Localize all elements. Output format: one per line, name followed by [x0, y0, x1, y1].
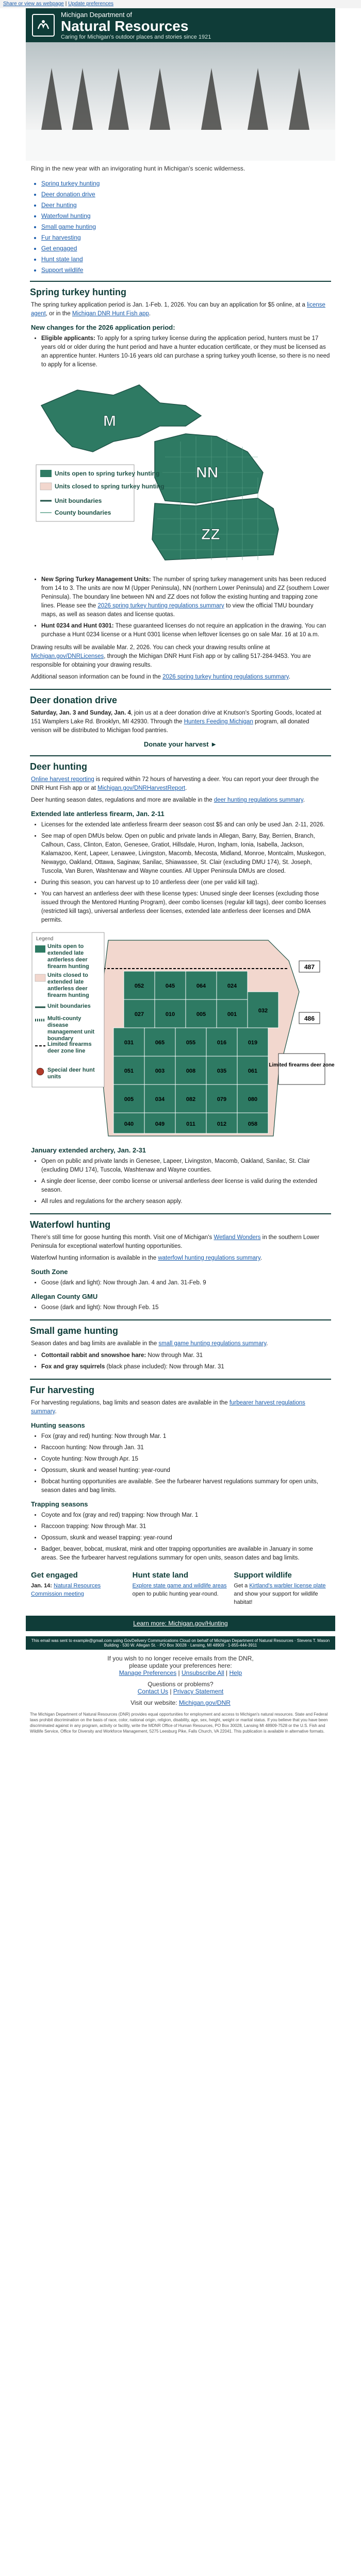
footer-col-text: Explore state game and wildlife areas open to public hunting year-round.: [132, 1583, 227, 1597]
fur-section-title: Fur harvesting: [30, 1379, 331, 1396]
toc-link[interactable]: • Support wildlife: [41, 266, 335, 274]
south-zone-title: South Zone: [31, 1268, 68, 1276]
footer-columns: [26, 1567, 335, 1611]
turkey-drawing-text: Drawing results will be available Mar. 2, 2026. You can check your drawing results online at Michigan.gov/DNRLicenses, through the Michigan DNR Hunt Fish app or by calling 517-284-9453. You are responsible for obtaining your drawing results.: [31, 645, 311, 668]
list-item: • Fox and gray squirrels (black phase included): Now through Mar. 31: [41, 1363, 330, 1371]
hunt-fish-app-link[interactable]: Michigan DNR Hunt Fish app: [72, 311, 149, 317]
top-bar: Share or view as webpage | Update preferences: [0, 0, 361, 8]
harvest-report-url-link[interactable]: Michigan.gov/DNRHarvestReport: [97, 785, 186, 791]
zone-label: Limited firearms deer zone: [269, 1062, 335, 1068]
zone-label-box: [278, 1054, 325, 1084]
legend-item: Units open to spring turkey hunting: [55, 470, 160, 477]
donate-harvest-button[interactable]: Donate your harvest ►: [143, 740, 218, 748]
fur-text: For harvesting regulations, bag limits and season dates are available in the furbearer harvest regulations summary.: [31, 1400, 305, 1415]
header-small: Michigan Department of: [61, 10, 133, 19]
list-item: • Badger, beaver, bobcat, muskrat, mink and otter trapping opportunities are available in January in some areas. See the furbearer harvest regulations summary for open units, season dates and bag limits.: [41, 1545, 330, 1563]
list-item: • All rules and regulations for the archery season apply.: [41, 1197, 330, 1206]
unit-label: 082: [186, 1096, 196, 1103]
unit-label: 080: [248, 1096, 258, 1103]
list-item: • Open on public and private lands in Genesee, Lapeer, Livingston, Macomb, Oakland, Sanilac, St. Clair (excluding DMU 174), Tuscola, Washtenaw and Wayne counties.: [41, 1157, 330, 1175]
unit-label: 012: [217, 1121, 227, 1127]
small-game-text: Season dates and bag limits are available in the small game hunting regulations summary.: [31, 1341, 268, 1347]
donation-section-title: Deer donation drive: [30, 689, 331, 706]
list-item: • Raccoon trapping: Now through Mar. 31: [41, 1522, 330, 1531]
bottom-preferences: If you wish to no longer receive emails from the DNR, please update your preferences here: Manage Preferences | Unsubscribe All | Help Questions or problems? Contact Us | Privacy Statement Visit our website: Michigan.gov/DNR: [107, 1655, 254, 1706]
turkey-intro: The spring turkey application period is Jan. 1-Feb. 1, 2026. You can buy an application for $5 online, at a license agent, or in the Michigan DNR Hunt Fish app.: [31, 302, 325, 317]
learn-more-banner[interactable]: Learn more: Michigan.gov/Hunting: [26, 1616, 335, 1631]
footer-col-text: Get a Kirtland's warbler license plate and show your support for wildlife habitat!: [234, 1583, 326, 1605]
share-link[interactable]: Share or view as webpage: [3, 1, 64, 7]
unit-label: 016: [217, 1040, 227, 1046]
toc-link[interactable]: • Deer donation drive: [41, 191, 335, 198]
list-item: • You can harvest an antlerless deer with these license types: Unused single deer licenses (excluding those issued through the Mentored Hunting Program), deer combo licenses (regular kill tags), deer combo licenses (restricted kill tags), universal antlerless deer licenses, extended late antlerless deer licenses and DMA permits.: [41, 890, 330, 925]
unit-label: 005: [124, 1096, 134, 1103]
list-item: • Opossum, skunk and weasel hunting: year-round: [41, 1466, 330, 1475]
legend-item: County boundaries: [55, 509, 111, 516]
unit-label: 027: [134, 1011, 144, 1018]
waterfowl-info: Waterfowl hunting information is available in the waterfowl hunting regulations summary.: [31, 1255, 262, 1261]
header-banner: [26, 8, 335, 42]
unit-label: 049: [155, 1121, 165, 1127]
unit-label: 040: [124, 1121, 134, 1127]
dmu-tag-label: 486: [304, 1015, 315, 1022]
license-agent-link[interactable]: license agent: [31, 302, 325, 317]
list-item: • Raccoon hunting: Now through Jan. 31: [41, 1444, 330, 1452]
list-item: • Coyote hunting: Now through Apr. 15: [41, 1455, 330, 1464]
list-item: • Cottontail rabbit and snowshoe hare: Now through Mar. 31: [41, 1351, 330, 1360]
archery-list: [41, 1157, 330, 1206]
south-zone-list: [41, 1279, 330, 1287]
legal-bar: This email was sent to example@gmail.com using GovDelivery Communications Cloud on behalf of Michigan Department of Natural Resources · Stevens T. Mason Building · 530 W. Allegan St. · PO Box 30028 · Lansing, MI 48909 · 1-855-444-3911: [26, 1636, 335, 1650]
deer-report-text: Online harvest reporting is required within 72 hours of harvesting a deer. You can report your deer through the DNR Hunt Fish app or at Michigan.gov/DNRHarvestReport.: [31, 776, 319, 791]
footer-col-title: Hunt state land: [132, 1571, 189, 1580]
deer-dmu-map: [31, 930, 335, 1141]
archery-title: January extended archery, Jan. 2-31: [31, 1146, 146, 1154]
legend-item: Special deer hunt units: [47, 1067, 95, 1080]
turkey-regs-link-2[interactable]: 2026 spring turkey hunting regulations summary: [162, 674, 289, 680]
donation-text: Saturday, Jan. 3 and Sunday, Jan. 4, join us at a deer donation drive at Knutson's Sporting Goods, located at 151 Wamplers Lake Rd. Brooklyn, MI 42930. Through the Hunters Feeding Michigan program, all donated venison will be distributed to Michigan food pantries.: [31, 710, 322, 734]
footer-col-title: Get engaged: [31, 1571, 78, 1580]
unit-label: 031: [124, 1040, 134, 1046]
small-game-section-title: Small game hunting: [30, 1319, 331, 1336]
unit-label: 011: [186, 1121, 195, 1127]
turkey-more-list: [41, 575, 330, 639]
toc-link[interactable]: • Spring turkey hunting: [41, 180, 335, 187]
turkey-unit-map: [31, 375, 330, 570]
deer-regs-link[interactable]: deer hunting regulations summary: [214, 797, 303, 803]
list-item: • Opossum, skunk and weasel trapping: year-round: [41, 1534, 330, 1543]
list-item: • A single deer license, deer combo license or universal antlerless deer license is valid during the extended season.: [41, 1177, 330, 1195]
fur-hunting-list: [41, 1432, 330, 1495]
update-preferences-link[interactable]: Update preferences: [68, 1, 114, 7]
toc-link[interactable]: • Get engaged: [41, 245, 335, 252]
dnr-logo-icon: [32, 14, 55, 37]
turkey-changes-title: New changes for the 2026 application period:: [31, 324, 175, 331]
header-text: [61, 11, 211, 40]
unit-label: 034: [155, 1096, 165, 1103]
privacy-link[interactable]: Privacy Statement: [173, 1688, 224, 1695]
unit-label: 079: [217, 1096, 227, 1103]
footer-col-engaged: [31, 1571, 127, 1606]
extended-firearm-title: Extended late antlerless firearm, Jan. 2-11: [31, 810, 165, 818]
legend-item: Multi-county disease management unit boundary: [47, 1015, 95, 1042]
list-item: • Hunt 0234 and Hunt 0301: These guaranteed licenses do not require an application in the drawing. You can purchase a Hunt 0234 license or a Hunt 0301 license when leftover licenses go on sale Mar. 16 at 10 a.m.: [41, 622, 330, 639]
toc-link[interactable]: • Waterfowl hunting: [41, 212, 335, 219]
unsubscribe-link[interactable]: Unsubscribe All: [182, 1669, 224, 1676]
unit-label: 035: [217, 1068, 227, 1074]
unit-label: 051: [124, 1068, 134, 1074]
toc-link[interactable]: • Deer hunting: [41, 201, 335, 209]
legend-item: Units closed to extended late antlerless deer firearm hunting: [47, 972, 89, 998]
unit-label: 008: [186, 1068, 196, 1074]
small-game-regs-link[interactable]: small game hunting regulations summary: [158, 1341, 267, 1347]
nrc-meeting-link[interactable]: Natural Resources Commission meeting: [31, 1583, 101, 1597]
hero-caption: Ring in the new year with an invigorating hunt in Michigan's scenic wilderness.: [31, 165, 245, 172]
license-plate-link[interactable]: Kirtland's warbler license plate: [249, 1583, 326, 1589]
list-item: • Coyote and fox (gray and red) trapping: Now through Mar. 1: [41, 1511, 330, 1520]
furbearer-regs-link[interactable]: furbearer harvest regulations summary: [31, 1400, 305, 1415]
m-unit-label: M: [103, 413, 116, 430]
unit-label: 052: [134, 983, 144, 989]
footer-col-text: Jan. 14: Natural Resources Commission meeting: [31, 1583, 101, 1597]
legend-item: Units open to extended late antlerless deer firearm hunting: [47, 943, 89, 970]
turkey-section-title: Spring turkey hunting: [30, 281, 331, 298]
contact-us-link[interactable]: Contact Us: [137, 1688, 169, 1695]
game-areas-link[interactable]: Explore state game and wildlife areas: [132, 1583, 227, 1589]
help-link[interactable]: Help: [229, 1669, 242, 1676]
turkey-season-text: Additional season information can be found in the 2026 spring turkey hunting regulations summary.: [31, 674, 290, 680]
unit-label: 064: [196, 983, 206, 989]
manage-preferences-link[interactable]: Manage Preferences: [119, 1669, 177, 1676]
list-item: • Fox (gray and red) hunting: Now through Mar. 1: [41, 1432, 330, 1441]
unit-label: 005: [196, 1011, 206, 1018]
small-game-list: [41, 1351, 330, 1371]
unit-label: 065: [155, 1040, 165, 1046]
wetland-wonders-link[interactable]: Wetland Wonders: [214, 1234, 261, 1241]
table-of-contents: [41, 180, 335, 274]
list-item: • New Spring Turkey Management Units: The number of spring turkey management units has been reduced from 14 to 3. The units are now M (Upper Peninsula), NN (northern Lower Peninsula) and ZZ (southern Lower Peninsula). The boundary line between NN and ZZ does not follow the existing hunting and trapping zone lines. Please see the 2026 spring turkey hunting regulations summary to view the official TMU boundary maps, as well as season dates and license quotas.: [41, 575, 330, 619]
unit-label: 032: [258, 1008, 268, 1014]
turkey-changes-list: [41, 334, 330, 369]
list-item: • See map of open DMUs below. Open on public and private lands in Allegan, Barry, Bay, Berrien, Branch, Calhoun, Cass, Clinton, Eaton, Genesee, Gratiot, Hillsdale, Huron, Ingham, Ionia, Isabella, Jackson, Kalamazoo, Kent, Lapeer, Lenawee, Livingston, Macomb, Mecosta, Midland, Monroe, Montcalm, Muskegon, Newaygo, Oakland, Ottawa, Saginaw, Sanilac, Shiawassee, St. Clair (excluding DMU 174), St. Joseph, Tuscola, Van Buren, Washtenaw and Wayne counties. All Upper Peninsula DMUs are closed.: [41, 832, 330, 876]
nn-unit-label: NN: [196, 464, 219, 481]
list-item: • Eligible applicants: To apply for a spring turkey license during the application period, hunters must be 17 years old or older during the hunt period and have a hunter education certificate, or they must be licensed as an apprentice hunter. Hunters 10-16 years old can purchase a spring turkey youth license, so there is no need to apply for a license.: [41, 334, 330, 369]
footer-col-title: Support wildlife: [234, 1571, 292, 1580]
unit-label: 019: [248, 1040, 258, 1046]
toc-link[interactable]: • Small game hunting: [41, 223, 335, 230]
disclaimer-text: The Michigan Department of Natural Resources (DNR) provides equal opportunities for employment and access to Michigan's natural resources. State and Federal laws prohibit discrimination on the basis of race, color, national origin, religion, disability, age, sex, height, weight or marital status. If you believe that you have been discriminated against in any program, activity or facility, write the MDNR Office of Human Resources, PO Box 30028, Lansing MI 48909-7528 or the U.S. Fish and Wildlife Service, Office for Diversity and Workforce Management, 5275 Leesburg Pike, Falls Church, VA 22041. This publication is available in alternative formats.: [30, 1712, 328, 1734]
header-title: Natural Resources: [61, 18, 189, 34]
list-item: • Goose (dark and light): Now through Feb. 15: [41, 1303, 330, 1312]
deer-dates-text: Deer hunting season dates, regulations and more are available in the deer hunting regulations summary.: [31, 797, 305, 803]
hunters-feeding-link[interactable]: Hunters Feeding Michigan: [184, 719, 253, 725]
allegan-list: [41, 1303, 330, 1312]
unit-label: 061: [248, 1068, 258, 1074]
footer-col-state-land: [133, 1571, 229, 1606]
legend-item: Unit boundaries: [47, 1003, 91, 1009]
email-body: [26, 8, 335, 1734]
unit-label: 010: [165, 1011, 175, 1018]
zz-unit-label: ZZ: [201, 526, 220, 543]
hero-image: [26, 42, 335, 161]
list-item: • Goose (dark and light): Now through Jan. 4 and Jan. 31-Feb. 9: [41, 1279, 330, 1287]
list-item: • During this season, you can harvest up to 10 antlerless deer (one per valid kill tag).: [41, 878, 330, 887]
dnr-website-link[interactable]: Michigan.gov/DNR: [178, 1699, 231, 1706]
dnr-licenses-link[interactable]: Michigan.gov/DNRLicenses: [31, 653, 104, 659]
unit-label: 003: [155, 1068, 165, 1074]
fur-trapping-list: [41, 1511, 330, 1563]
waterfowl-text: There's still time for goose hunting this month. Visit one of Michigan's Wetland Wonders in the southern Lower Peninsula for exceptional waterfowl hunting opportunities.: [31, 1234, 320, 1249]
legend-item: Units closed to spring turkey hunting: [55, 483, 165, 490]
dmu-tag-label: 487: [304, 963, 315, 971]
unit-label: 024: [227, 983, 237, 989]
legend-title: Legend: [36, 936, 54, 942]
unit-label: 055: [186, 1040, 196, 1046]
list-item: • Licenses for the extended late antlerless firearm deer season cost $5 and can only be used Jan. 2-11, 2026.: [41, 821, 330, 829]
unit-label: 058: [248, 1121, 258, 1127]
unit-label: 001: [227, 1011, 237, 1018]
waterfowl-regs-link[interactable]: waterfowl hunting regulations summary: [158, 1255, 260, 1261]
turkey-regs-link[interactable]: 2026 spring turkey hunting regulations summary: [97, 603, 224, 609]
list-item: • Bobcat hunting opportunities are available. See the furbearer harvest regulations summary for open units, season dates and bag limits.: [41, 1478, 330, 1495]
header-tagline: Caring for Michigan's outdoor places and stories since 1921: [61, 33, 211, 40]
fur-trapping-title: Trapping seasons: [31, 1500, 88, 1508]
unit-label: 045: [165, 983, 175, 989]
toc-link[interactable]: • Fur harvesting: [41, 234, 335, 241]
allegan-title: Allegan County GMU: [31, 1293, 98, 1300]
toc-link[interactable]: • Hunt state land: [41, 256, 335, 263]
legend-item: Unit boundaries: [55, 497, 102, 504]
footer-col-support: [234, 1571, 330, 1606]
waterfowl-section-title: Waterfowl hunting: [30, 1213, 331, 1230]
legend-item: Limited firearms deer zone line: [47, 1041, 92, 1054]
fur-hunting-title: Hunting seasons: [31, 1421, 85, 1429]
extended-firearm-list: [41, 821, 330, 925]
harvest-report-link[interactable]: Online harvest reporting: [31, 776, 94, 783]
deer-section-title: Deer hunting: [30, 755, 331, 772]
